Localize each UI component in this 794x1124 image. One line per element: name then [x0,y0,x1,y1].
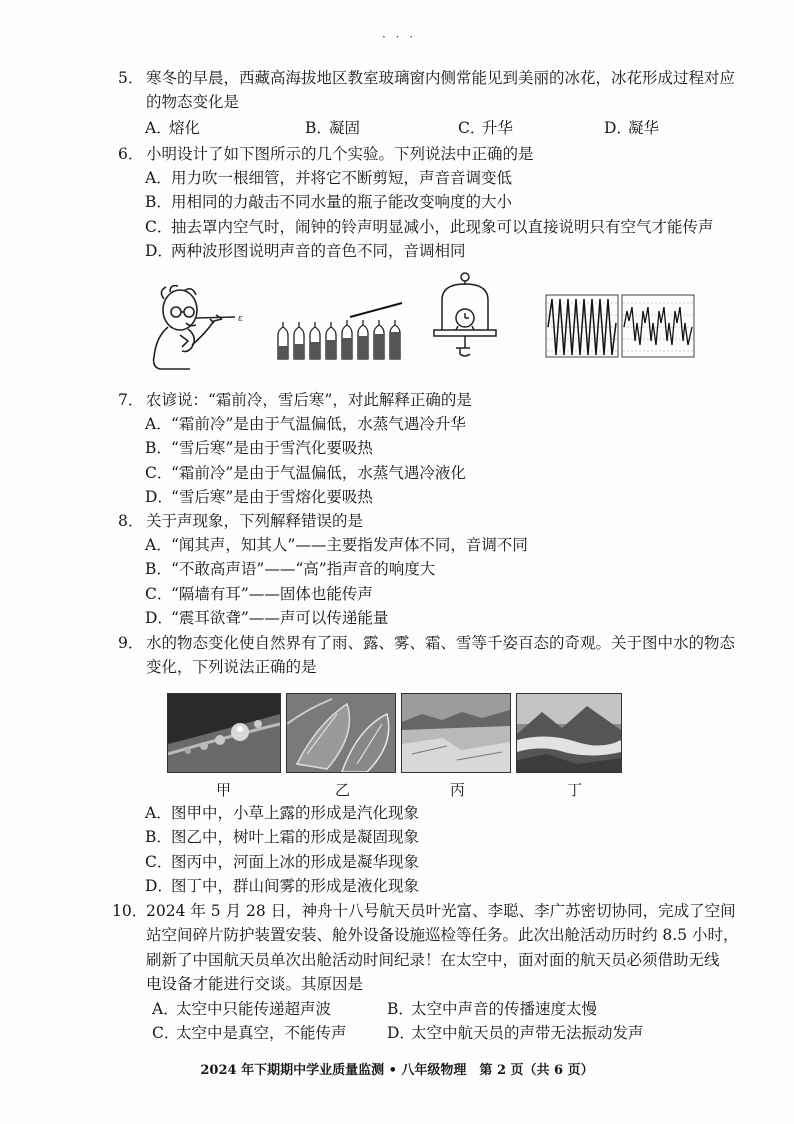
bell-jar-figure [430,270,500,365]
question-stem-cont: 电设备才能进行交谈。其原因是 [146,974,364,993]
question-stem-cont: 站空间碎片防护装置安装、舱外设备设施巡检等任务。此次出舱活动历时约 8.5 小时， [146,926,739,945]
q5-option-b: B．凝固 [305,119,361,137]
caption-ding: 丁 [567,781,583,799]
q8-option-b: B．“不敢高声语”——“高”指声音的响度大 [145,560,436,579]
q8-option-c: C．“隔墙有耳”——固体也能传声 [145,584,373,603]
question-8 [118,509,758,533]
q5-option-d: D．凝华 [604,119,660,137]
q6-option-a: A．用力吹一根细管，并将它不断剪短，声音音调变低 [145,169,513,187]
photo-fog-over-mountains [516,693,622,773]
question-stem: 农谚说：“霜前冷，雪后寒”，对此解释正确的是 [146,391,472,409]
page-footer: 2024 年下期期中学业质量监测 • 八年级物理 第 2 页（共 6 页） [200,1063,594,1078]
q10-option-d: D．太空中航天员的声带无法振动发声 [387,1024,644,1042]
photo-ice-on-river [401,693,511,773]
waveform-figure [545,293,695,359]
q8-options [145,533,765,630]
question-stem: 2024 年 5 月 28 日，神舟十八号航天员叶光富、李聪、李广苏密切协同，完成了空间 [146,902,736,920]
q6-option-c: C．抽去罩内空气时，闹钟的铃声明显减小，此现象可以直接说明只有空气才能传声 [145,217,714,236]
q5-option-c: C．升华 [458,119,514,137]
question-6 [118,142,758,166]
question-number: 8． [118,512,144,530]
question-number: 6． [118,145,144,163]
svg-text:ε: ε [238,314,243,324]
q5-option-a: A．熔化 [145,119,201,137]
top-marks: · · · [382,30,417,44]
q9-option-c: C．图丙中，河面上冰的形成是凝华现象 [145,852,420,871]
caption-jia: 甲 [216,781,232,799]
q8-option-a: A．“闻其声，知其人”——主要指发声体不同，音调不同 [145,536,528,554]
blowing-tube-figure [140,285,250,370]
question-number: 10． [112,902,148,920]
question-stem: 寒冬的早晨，西藏高海拔地区教室玻璃窗内侧常能见到美丽的冰花，冰花形成过程对应 [146,69,736,87]
bottles-figure [275,300,410,365]
question-stem-cont: 变化，下列说法正确的是 [146,658,317,677]
q10-option-b: B．太空中声音的传播速度太慢 [387,1000,598,1018]
q9-option-d: D．图丁中，群山间雾的形成是液化现象 [145,876,420,895]
q6-options [145,166,765,263]
question-7 [118,388,758,412]
q9-options [145,801,765,898]
q6-option-d: D．两种波形图说明声音的音色不同，音调相同 [145,241,466,260]
question-number: 9． [118,634,144,652]
q7-option-a: A．“霜前冷”是由于气温偏低，水蒸气遇冷升华 [145,415,466,433]
q9-option-b: B．图乙中，树叶上霜的形成是凝固现象 [145,828,420,847]
question-number: 7． [118,391,144,409]
question-number: 5． [118,69,144,87]
q9-option-a: A．图甲中，小草上露的形成是汽化现象 [145,804,420,822]
caption-yi: 乙 [335,781,351,799]
question-5 [118,66,758,115]
question-stem-cont: 刷新了中国航天员单次出舱活动时间纪录！在太空中，面对面的航天员必须借助无线 [146,950,720,969]
question-stem: 小明设计了如下图所示的几个实验。下列说法中正确的是 [146,145,534,163]
question-stem-cont: 的物态变化是 [146,93,240,112]
photo-dew-on-grass [167,693,281,773]
question-9 [118,631,758,680]
question-10 [112,899,762,996]
caption-bing: 丙 [450,781,466,799]
q6-option-b: B．用相同的力敲击不同水量的瓶子能改变响度的大小 [145,193,513,212]
q8-option-d: D．“震耳欲聋”——声可以传递能量 [145,608,389,627]
q10-option-c: C．太空中是真空，不能传声 [152,1024,347,1042]
photo-frost-on-leaves [286,693,396,773]
question-stem: 关于声现象，下列解释错误的是 [146,512,364,530]
q7-option-d: D．“雪后寒”是由于雪熔化要吸热 [145,487,373,506]
q7-option-c: C．“霜前冷”是由于气温偏低，水蒸气遇冷液化 [145,463,466,482]
q7-options [145,412,765,509]
q10-option-a: A．太空中只能传递超声波 [152,1000,332,1018]
q7-option-b: B．“雪后寒”是由于雪汽化要吸热 [145,439,373,458]
question-stem: 水的物态变化使自然界有了雨、露、雾、霜、雪等千姿百态的奇观。关于图中水的物态 [146,634,736,652]
